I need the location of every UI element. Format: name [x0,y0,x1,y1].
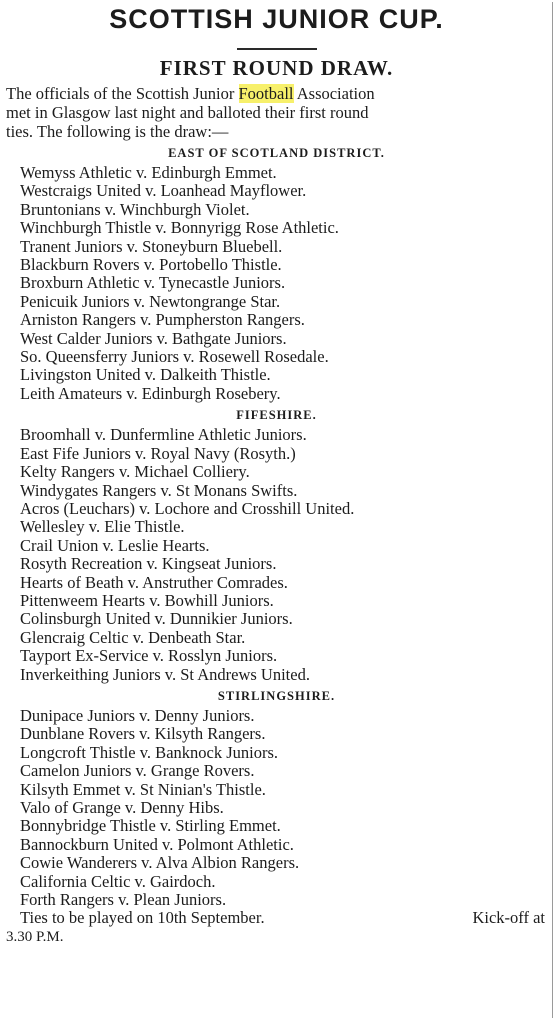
fixture-item: Forth Rangers v. Plean Juniors. [20,890,227,910]
fixture-item: Acros (Leuchars) v. Lochore and Crosshill United. [20,498,355,518]
fixture-item: Arniston Rangers v. Pumpherston Rangers. [20,310,305,330]
fixture-item: Cowie Wanderers v. Alva Albion Rangers. [20,853,300,873]
intro-line-1 [6,84,549,103]
fixture-item: Wemyss Athletic v. Edinburgh Emmet. [20,163,277,182]
fixture-item: So. Queensferry Juniors v. Rosewell Rosedale. [20,347,329,367]
fixture-item: West Calder Juniors v. Bathgate Juniors. [20,328,287,348]
fixture-item: Crail Union v. Leslie Hearts. [20,535,210,555]
fixture-item: Kelty Rangers v. Michael Colliery. [20,462,250,482]
fixture-item: Winchburgh Thistle v. Bonnyrigg Rose Athletic. [20,218,339,238]
fixture-item: Dunblane Rovers v. Kilsyth Rangers. [20,724,266,744]
fixture-item: East Fife Juniors v. Royal Navy (Rosyth.) [20,443,296,463]
frame-border [552,2,553,1018]
fixture-item: Westcraigs United v. Loanhead Mayflower. [20,181,307,201]
fixture-item: Pittenweem Hearts v. Bowhill Juniors. [20,590,274,610]
fixture-item: Bannockburn United v. Polmont Athletic. [20,834,294,854]
fixture-item: Hearts of Beath v. Anstruther Comrades. [20,572,288,592]
intro-line-3: ties. The following is the draw:— [6,122,229,141]
fixture-item: Leith Amateurs v. Edinburgh Rosebery. [20,383,281,403]
fixture-item: Camelon Juniors v. Grange Rovers. [20,761,255,781]
footer-time: 3.30 P.M. [6,928,64,945]
fixture-item: Colinsburgh United v. Dunnikier Juniors. [20,609,293,629]
headline: SCOTTISH JUNIOR CUP. [109,4,444,34]
footer-date: Ties to be played on 10th September. [20,908,265,928]
fixture-item: Bonnybridge Thistle v. Stirling Emmet. [20,816,281,836]
newspaper-clipping [0,2,555,1018]
subheadline: FIRST ROUND DRAW. [159,56,394,80]
fixture-item: Glencraig Celtic v. Denbeath Star. [20,627,246,647]
intro-line-2: met in Glasgow last night and balloted their first round [6,103,369,122]
fixture-item: Blackburn Rovers v. Portobello Thistle. [20,255,282,275]
draw-sections [4,144,549,909]
fixture-item: Wellesley v. Elie Thistle. [20,517,185,537]
footer-line-1 [20,909,549,928]
fixture-item: Windygates Rangers v. St Monans Swifts. [20,480,298,500]
section-heading: FIFESHIRE. [236,408,317,423]
intro-paragraph [4,84,549,141]
fixture-item: Tranent Juniors v. Stoneyburn Bluebell. [20,236,283,256]
fixture-item: Longcroft Thistle v. Banknock Juniors. [20,742,279,762]
fixture-item: Livingston United v. Dalkeith Thistle. [20,365,271,385]
fixture-list [4,426,549,684]
fixture-item: Valo of Grange v. Denny Hibs. [20,798,224,817]
fixture-item: Inverkeithing Juniors v. St Andrews United. [20,664,310,684]
fixture-item: Dunipace Juniors v. Denny Juniors. [20,705,255,725]
highlighted-word: Football [238,84,294,103]
intro-line-1-end: Association [293,84,375,103]
fixture-item: Broxburn Athletic v. Tynecastle Juniors. [20,273,286,293]
fixture-list [4,164,549,403]
intro-line-1-start: The officials of the Scottish Junior [6,84,239,103]
fixture-item: Rosyth Recreation v. Kingseat Juniors. [20,554,277,574]
section-heading: STIRLINGSHIRE. [217,688,336,703]
fixture-item: Kilsyth Emmet v. St Ninian's Thistle. [20,779,266,799]
fixture-item: California Celtic v. Gairdoch. [20,871,216,891]
footer-kickoff: Kick-off at [472,908,545,928]
section-heading: EAST OF SCOTLAND DISTRICT. [168,146,385,160]
fixture-item: Broomhall v. Dunfermline Athletic Juniors. [20,425,307,445]
fixture-item: Tayport Ex-Service v. Rosslyn Juniors. [20,646,278,666]
fixture-item: Penicuik Juniors v. Newtongrange Star. [20,291,281,311]
headline-rule [237,48,317,50]
fixture-list [4,707,549,909]
fixture-item: Bruntonians v. Winchburgh Violet. [20,199,250,219]
footer-note [4,909,549,946]
